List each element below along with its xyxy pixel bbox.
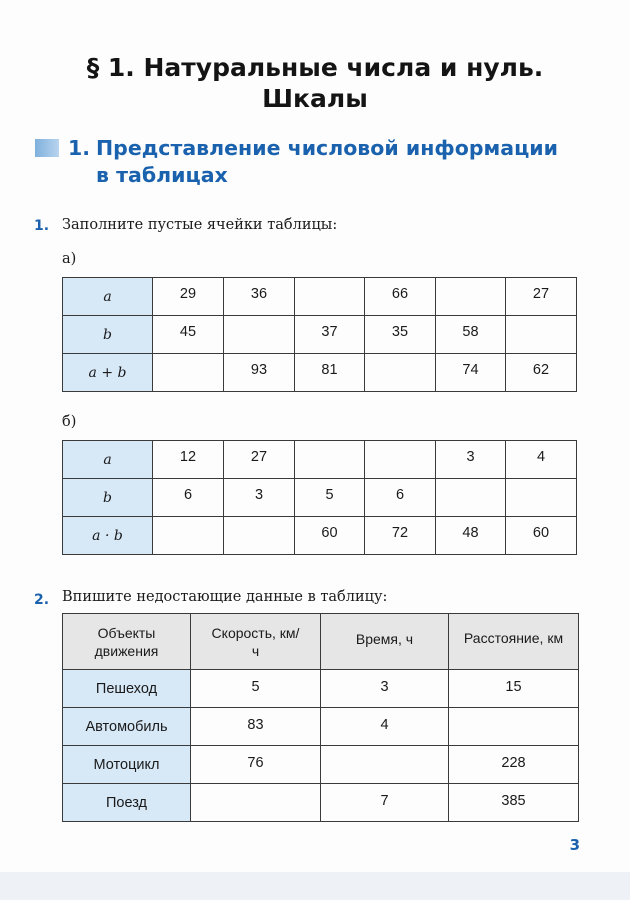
speed-cell[interactable]: 5 xyxy=(191,670,321,708)
row-header: a xyxy=(63,441,153,479)
time-cell[interactable]: 7 xyxy=(321,784,449,822)
table-cell[interactable]: 45 xyxy=(153,316,224,354)
table-row xyxy=(63,354,577,392)
table-cell[interactable] xyxy=(224,316,295,354)
distance-cell[interactable]: 228 xyxy=(449,746,579,784)
distance-cell[interactable] xyxy=(449,708,579,746)
table-cell[interactable] xyxy=(506,316,577,354)
task2-number: 2. xyxy=(34,592,50,608)
row-header: b xyxy=(63,316,153,354)
section-title-line2: Шкалы xyxy=(262,84,368,113)
column-header: Расстояние, км xyxy=(449,614,579,670)
table-cell[interactable]: 4 xyxy=(506,441,577,479)
table-cell[interactable] xyxy=(153,354,224,392)
row-header: Поезд xyxy=(63,784,191,822)
subsection-number: 1. xyxy=(68,136,91,160)
table-cell[interactable]: 60 xyxy=(506,517,577,555)
task1-table-a xyxy=(62,277,577,392)
table-cell[interactable]: 27 xyxy=(224,441,295,479)
table-cell[interactable] xyxy=(224,517,295,555)
table-row xyxy=(63,517,577,555)
row-header: a + b xyxy=(63,354,153,392)
task1-number: 1. xyxy=(34,218,50,234)
subsection-title-line2: в таблицах xyxy=(96,163,228,187)
distance-cell[interactable]: 385 xyxy=(449,784,579,822)
table-row xyxy=(63,708,579,746)
table-cell[interactable]: 81 xyxy=(295,354,365,392)
table-cell[interactable]: 72 xyxy=(365,517,436,555)
time-cell[interactable]: 4 xyxy=(321,708,449,746)
row-header: b xyxy=(63,479,153,517)
subsection-title-line1: Представление числовой информации xyxy=(96,136,559,160)
row-header: Пешеход xyxy=(63,670,191,708)
subsection-marker-icon xyxy=(35,139,59,157)
table-cell[interactable]: 58 xyxy=(436,316,506,354)
table-header-row xyxy=(63,614,579,670)
table-cell[interactable]: 29 xyxy=(153,278,224,316)
row-header: Автомобиль xyxy=(63,708,191,746)
table-cell[interactable]: 5 xyxy=(295,479,365,517)
task1-part-a-label: а) xyxy=(62,251,77,267)
table-cell[interactable]: 62 xyxy=(506,354,577,392)
row-header: a · b xyxy=(63,517,153,555)
column-header: Время, ч xyxy=(321,614,449,670)
table-cell[interactable]: 36 xyxy=(224,278,295,316)
section-title xyxy=(0,52,630,114)
table-row xyxy=(63,670,579,708)
section-title-line1: § 1. Натуральные числа и нуль. xyxy=(86,53,544,82)
table-cell[interactable]: 6 xyxy=(153,479,224,517)
table-row xyxy=(63,479,577,517)
table-cell[interactable]: 6 xyxy=(365,479,436,517)
table-cell[interactable]: 48 xyxy=(436,517,506,555)
table-cell[interactable]: 37 xyxy=(295,316,365,354)
row-header: Мотоцикл xyxy=(63,746,191,784)
table-cell[interactable] xyxy=(153,517,224,555)
table-cell[interactable] xyxy=(365,354,436,392)
table-cell[interactable]: 27 xyxy=(506,278,577,316)
page-number: 3 xyxy=(569,836,580,854)
time-cell[interactable]: 3 xyxy=(321,670,449,708)
column-header: Объекты движения xyxy=(63,614,191,670)
table-cell[interactable]: 12 xyxy=(153,441,224,479)
table-cell[interactable] xyxy=(506,479,577,517)
table-cell[interactable]: 3 xyxy=(224,479,295,517)
time-cell[interactable] xyxy=(321,746,449,784)
column-header: Скорость, км/ч xyxy=(191,614,321,670)
distance-cell[interactable]: 15 xyxy=(449,670,579,708)
speed-cell[interactable] xyxy=(191,784,321,822)
table-cell[interactable] xyxy=(295,441,365,479)
table-cell[interactable]: 60 xyxy=(295,517,365,555)
row-header: a xyxy=(63,278,153,316)
task1-part-b-label: б) xyxy=(62,414,77,430)
task2-table xyxy=(62,613,579,822)
task1-text: Заполните пустые ячейки таблицы: xyxy=(62,217,338,233)
speed-cell[interactable]: 76 xyxy=(191,746,321,784)
table-cell[interactable] xyxy=(436,479,506,517)
page-bottom-edge xyxy=(0,872,630,900)
table-row xyxy=(63,441,577,479)
table-cell[interactable]: 35 xyxy=(365,316,436,354)
task2-text: Впишите недостающие данные в таблицу: xyxy=(62,589,388,605)
table-cell[interactable] xyxy=(436,278,506,316)
table-cell[interactable]: 3 xyxy=(436,441,506,479)
table-row xyxy=(63,784,579,822)
task1-table-b xyxy=(62,440,577,555)
table-cell[interactable]: 93 xyxy=(224,354,295,392)
table-row xyxy=(63,316,577,354)
speed-cell[interactable]: 83 xyxy=(191,708,321,746)
table-cell[interactable] xyxy=(295,278,365,316)
table-cell[interactable]: 74 xyxy=(436,354,506,392)
table-row xyxy=(63,278,577,316)
table-row xyxy=(63,746,579,784)
table-cell[interactable] xyxy=(365,441,436,479)
table-cell[interactable]: 66 xyxy=(365,278,436,316)
